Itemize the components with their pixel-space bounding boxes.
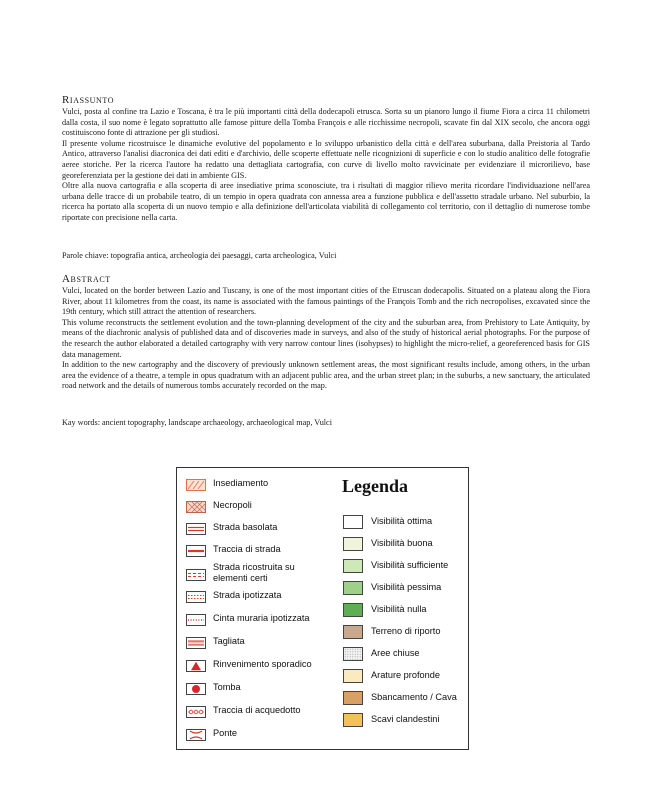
color-swatch bbox=[343, 603, 363, 617]
color-swatch bbox=[343, 515, 363, 529]
color-swatch bbox=[343, 581, 363, 595]
comb-line-icon bbox=[186, 637, 206, 649]
red-dot-icon bbox=[186, 683, 206, 695]
color-swatch bbox=[343, 537, 363, 551]
abstract-section bbox=[62, 273, 590, 392]
riassunto-paragraph-3: Oltre alla nuova cartografia e alla scoperta di aree insediative prima sconosciute, tra i risultati di maggior rilievo merita ricordare l'individuazione nell'area urbana delle tracce di un probabile teatro, di un tempio in opera quadrata con annessa area a funzione pubblica e dell'assetto stradale urbano. Nel suburbio, la ricerca ha portato alla scoperta di un nuovo tempio e alla definizione dell'articolata viabilità di collegamento col territorio, con il dettaglio di numerose tombe riportate con precisione nella carta. bbox=[62, 181, 590, 222]
dashed-double-line-icon bbox=[186, 569, 206, 581]
double-red-line-icon bbox=[186, 523, 206, 535]
map-legend: Legenda Insediamento Necropoli Strada basolata Traccia di strada Strada ricostruita su elementi certi Strada ipotizzata Cinta muraria ipotizzata Tagliata Rinvenimento sporadico Tomba Traccia di acquedotto Ponte Visibilità ottima Visibilità buona Visibilità sufficiente Visibilità pessima Visibilità nulla Terreno di riporto Aree chiuse Arature profonde Sbancamento / Cava Scavi clandestini bbox=[176, 467, 469, 750]
dotted-wall-line-icon bbox=[186, 614, 206, 626]
color-swatch bbox=[343, 691, 363, 705]
crosshatched-area-icon bbox=[186, 501, 206, 513]
riassunto-paragraph-1: Vulci, posta al confine tra Lazio e Toscana, è tra le più importanti città della dodecapoli etrusca. Sorta su un pianoro lungo il fiume Fiora a circa 11 chilometri dalla costa, il suo nome è legato soprattutto alle famose pitture della Tomba François e alle ricchissime necropoli, scavate fin dal XIX secolo, che ancora oggi costituiscono fonte di attrazione per gli studiosi. bbox=[62, 107, 590, 138]
key-words-section bbox=[62, 418, 590, 429]
legend-title: Legenda bbox=[342, 476, 409, 496]
bridge-icon bbox=[186, 729, 206, 741]
parole-chiave-section bbox=[62, 251, 590, 262]
key-words: Kay words: ancient topography, landscape archaeology, archaeological map, Vulci bbox=[62, 418, 332, 427]
hatched-orange-area-icon bbox=[186, 479, 206, 491]
riassunto-paragraph-2: Il presente volume ricostruisce le dinamiche evolutive del popolamento e lo sviluppo urbanistico della città e dell'area suburbana, dalla Preistoria al Tardo Antico, attraverso l'analisi diacronica dei dati editi e d'archivio, delle scoperte effettuate nelle ricognizioni di superficie e con lo studio analitico delle fotografie aeree storiche. Per la ricerca l'autore ha redatto una dettagliata cartografia, con curve di livello molto ravvicinate per evidenziare il microrilievo, base georeferenziata per la gestione dei dati in ambiente GIS. bbox=[62, 138, 590, 180]
color-swatch bbox=[343, 713, 363, 727]
riassunto-section bbox=[62, 94, 590, 224]
abstract-paragraph-2: This volume reconstructs the settlement evolution and the town-planning development of the city and the suburban area, from Prehistory to Late Antiquity, by means of the diachronic analysis of published data and of discoveries made in surveys, and also of the study of historical aerial photographs. For the purpose of the research the author elaborated a detailed cartography with very narrow contour lines (isohypses) to highlight the micro-relief, a georeferenced basis for GIS data management. bbox=[62, 317, 590, 359]
dotted-double-line-icon bbox=[186, 591, 206, 603]
abstract-heading: Abstract bbox=[62, 273, 111, 285]
color-swatch bbox=[343, 559, 363, 573]
dotted-pattern-swatch bbox=[343, 647, 363, 661]
thick-red-line-icon bbox=[186, 545, 206, 557]
riassunto-heading: Riassunto bbox=[62, 94, 115, 106]
abstract-paragraph-3: In addition to the new cartography and the discovery of previously unknown settlement areas, the most significant results include, among others, in the urban area the evidence of a theatre, a temple in opus quadratum with an adjacent public area, and the urban street plan; in the suburbs, a new sanctuary, the articulated road network and the details of numerous tombs accurately recorded on the map. bbox=[62, 360, 590, 391]
abstract-paragraph-1: Vulci, located on the border between Lazio and Tuscany, is one of the most important cities of the Etruscan dodecapolis. Situated on a plateau along the Fiora River, about 11 kilometres from the coast, its name is associated with the famous paintings of the François Tomb and the rich necropolises, excavated since the 19th century, which still attract the attention of researchers. bbox=[62, 286, 590, 317]
circle-chain-icon bbox=[186, 706, 206, 718]
color-swatch bbox=[343, 625, 363, 639]
color-swatch bbox=[343, 669, 363, 683]
red-triangle-icon bbox=[186, 660, 206, 672]
parole-chiave: Parole chiave: topografia antica, archeologia dei paesaggi, carta archeologica, Vulci bbox=[62, 251, 337, 260]
